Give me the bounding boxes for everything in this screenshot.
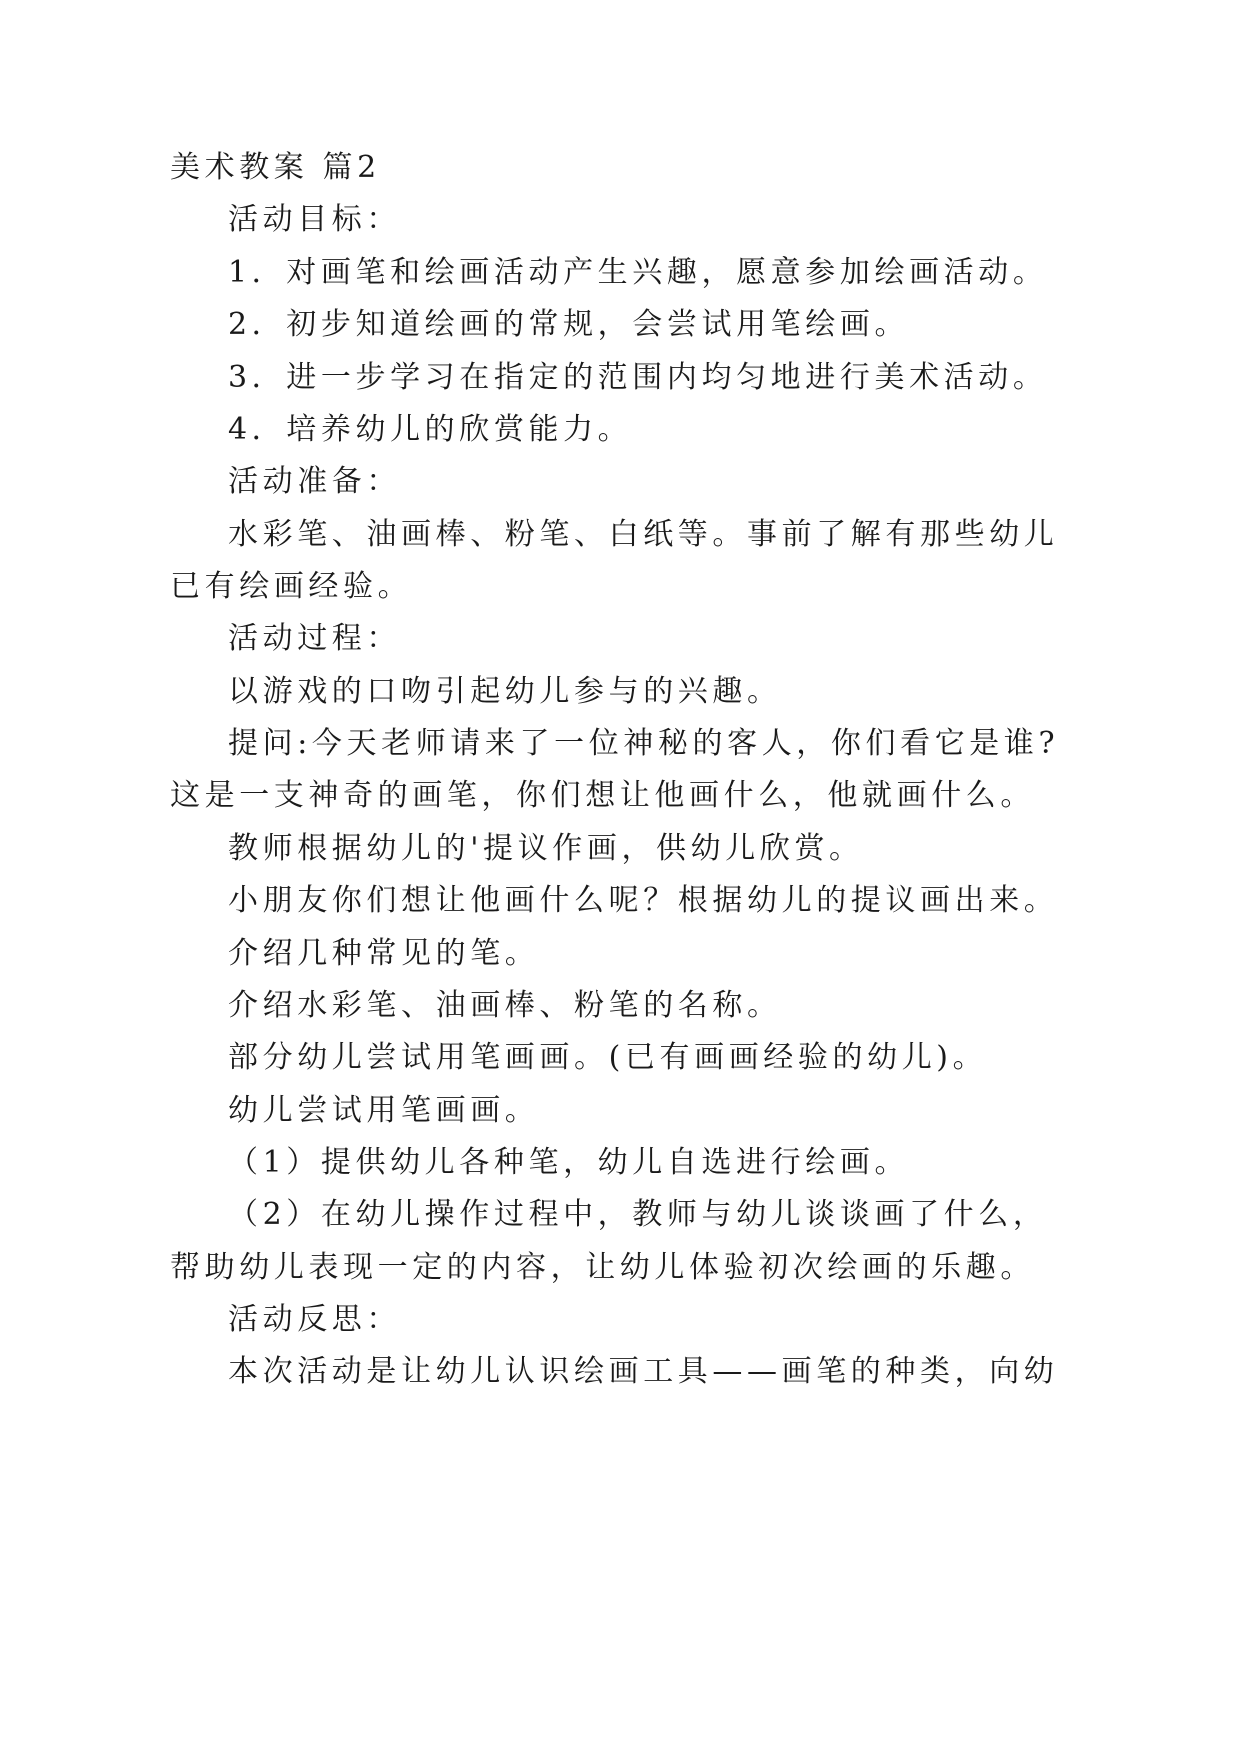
section-heading-goals: 活动目标： [228, 202, 401, 237]
section-heading-preparation: 活动准备： [228, 464, 401, 499]
paragraph-line: 这是一支神奇的画笔，你们想让他画什么，他就画什么。 [170, 778, 1035, 813]
paragraph-line: 以游戏的口吻引起幼儿参与的兴趣。 [228, 674, 782, 709]
paragraph-line: 教师根据幼儿的'提议作画，供幼儿欣赏。 [228, 831, 864, 866]
paragraph-line: 本次活动是让幼儿认识绘画工具——画笔的种类，向幼 [228, 1354, 1059, 1389]
paragraph-line: 幼儿尝试用笔画画。 [228, 1093, 540, 1128]
goal-item-1: 1．对画笔和绘画活动产生兴趣，愿意参加绘画活动。 [228, 255, 1048, 290]
section-heading-reflection: 活动反思： [228, 1302, 401, 1337]
paragraph-line: 水彩笔、油画棒、粉笔、白纸等。事前了解有那些幼儿 [228, 517, 1059, 552]
paragraph-line: 已有绘画经验。 [170, 569, 413, 604]
paragraph-line: （1）提供幼儿各种笔，幼儿自选进行绘画。 [228, 1145, 910, 1180]
paragraph-line: 介绍几种常见的笔。 [228, 936, 540, 971]
paragraph-line: 小朋友你们想让他画什么呢？根据幼儿的提议画出来。 [228, 883, 1059, 918]
section-heading-process: 活动过程： [228, 621, 401, 656]
paragraph-line: 介绍水彩笔、油画棒、粉笔的名称。 [228, 988, 782, 1023]
goal-item-3: 3．进一步学习在指定的范围内均匀地进行美术活动。 [228, 360, 1048, 395]
paragraph-line: 部分幼儿尝试用笔画画。(已有画画经验的幼儿)。 [228, 1040, 988, 1075]
goal-item-2: 2．初步知道绘画的常规，会尝试用笔绘画。 [228, 307, 910, 342]
goal-item-4: 4．培养幼儿的欣赏能力。 [228, 412, 633, 447]
paragraph-line: （2）在幼儿操作过程中，教师与幼儿谈谈画了什么， [228, 1197, 1048, 1232]
paragraph-line: 提问:今天老师请来了一位神秘的客人，你们看它是谁? [228, 726, 1060, 761]
paragraph-line: 帮助幼儿表现一定的内容，让幼儿体验初次绘画的乐趣。 [170, 1250, 1035, 1285]
document-title: 美术教案 篇2 [170, 150, 381, 185]
